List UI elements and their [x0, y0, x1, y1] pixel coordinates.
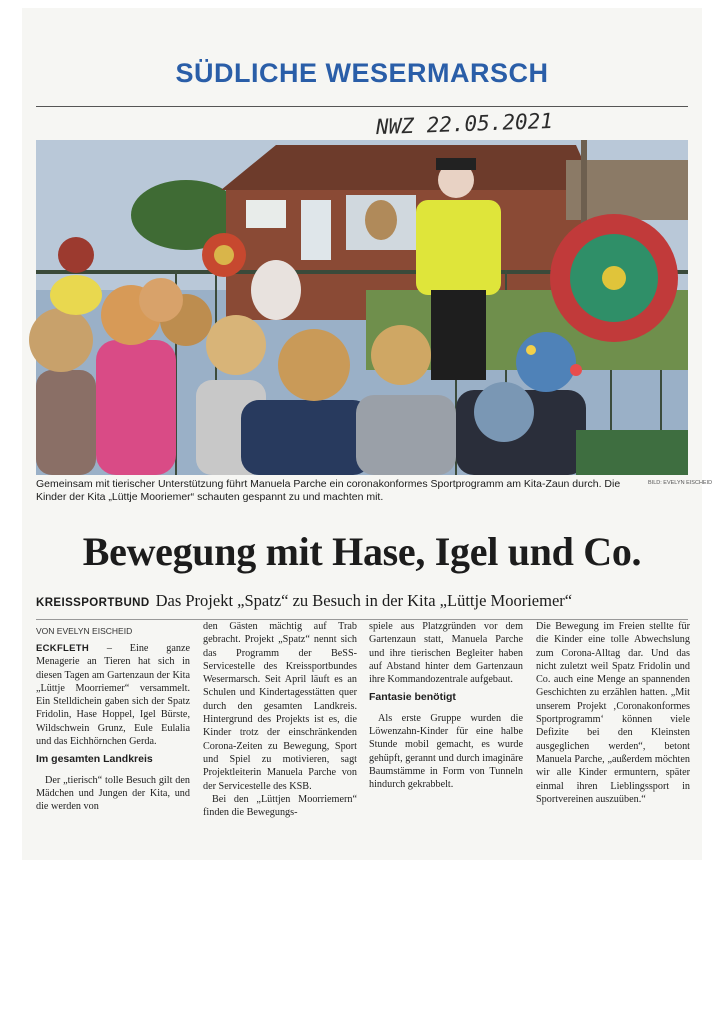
photo-illustration	[36, 140, 688, 475]
subheading: Im gesamten Landkreis	[36, 753, 153, 766]
article-photo	[36, 140, 688, 475]
newspaper-clipping	[22, 8, 713, 860]
subheadline-row	[36, 591, 696, 611]
byline: VON EVELYN EISCHEID	[36, 626, 133, 636]
article-column-4	[536, 620, 690, 806]
subheadline: Das Projekt „Spatz“ zu Besuch in der Kita „Lüttje Mooriemer“	[155, 591, 573, 610]
paragraph: Der „tierisch“ tolle Besuch gilt den Mädchen und Jungen der Kita, und die werden von	[36, 774, 190, 813]
dateline: ECKFLETH	[36, 643, 90, 654]
paragraph	[36, 642, 190, 748]
paragraph: den Gästen mächtig auf Trab gebracht. Projekt „Spatz“ nennt sich das Programm der BeSS-Servicestelle des Kreissportbundes Wesermarsch. Seit April läuft es an Schulen und Kindertagesstätten quer durch den gesamten Landkreis. Hintergrund des Projekts ist es, die Kinder trotz der einschränkenden Corona-Zeiten zu Bewegung, Sport und Spiel zu motivieren, sagt Projektleiterin Manuela Parche von der Servicestelle des KSB.	[203, 621, 357, 792]
article-column-2	[203, 620, 357, 819]
paragraph: spiele aus Platzgründen vor dem Gartenzaun statt, Manuela Parche und ihre tierischen Begleiter haben auf Abstand hinter dem Gartenzaun ihre Kommandozentrale aufgebaut.	[369, 621, 523, 686]
header-rule	[36, 106, 688, 107]
photo-credit: BILD: EVELYN EISCHEID	[648, 480, 713, 486]
section-title: SÜDLICHE WESERMARSCH	[175, 58, 549, 88]
paragraph: Bei den „Lüttjen Moorriemern“ finden die Bewegungs-	[203, 793, 357, 819]
handwritten-date-note: NWZ 22.05.2021	[375, 108, 554, 140]
kicker-label: KREISSPORTBUND	[36, 597, 150, 609]
paragraph-text: – Eine ganze Menagerie an Tieren hat sich in diesen Tagen am Gartenzaun der Kita „Lüttje Moorriemer“ versammelt. Ein Stelldichein gaben sich der Spatz Fridolin, Hase Hoppel, Igel Bürste, Wildschwein Grunz, Eule Eulalia und das Eichhörnchen Gerda.	[36, 643, 190, 748]
subheading: Fantasie benötigt	[369, 691, 456, 704]
article-column-1	[36, 642, 190, 814]
paragraph: Als erste Gruppe wurden die Löwenzahn-Kinder für eine halbe Stunde mobil gemacht, es wurde gehüpft, gerannt und durch imaginäre Baumstämme in Form von Tunneln hindurch gekrabbelt.	[369, 712, 523, 791]
paragraph: Die Bewegung im Freien stellte für die Kinder eine tolle Abwechslung zum Corona-Alltag dar. Und das nicht zuletzt weil Spatz Fridolin und Co. auch eine Menge an spannenden Geschichten zu erzählen hatten. „Mit unserem Projekt ‚Coronakonformes Sportprogramm‘ können viele Defizite bei den Kleinsten ausgeglichen werden“, betont Manuela Parche, „außerdem möchten wir alle Kinder ermuntern, später einmal ihren Lieblingssport in Sportvereinen auszuüben.“	[536, 621, 690, 805]
photo-caption: Gemeinsam mit tierischer Unterstützung führt Manuela Parche ein coronakonformes Sportprogramm am Kita-Zaun durch. Die Kinder der Kita „Lüttje Mooriemer“ schauten gespannt zu und machten mit.	[36, 478, 621, 503]
article-column-3	[369, 620, 523, 792]
article-headline: Bewegung mit Hase, Igel und Co.	[82, 529, 642, 574]
